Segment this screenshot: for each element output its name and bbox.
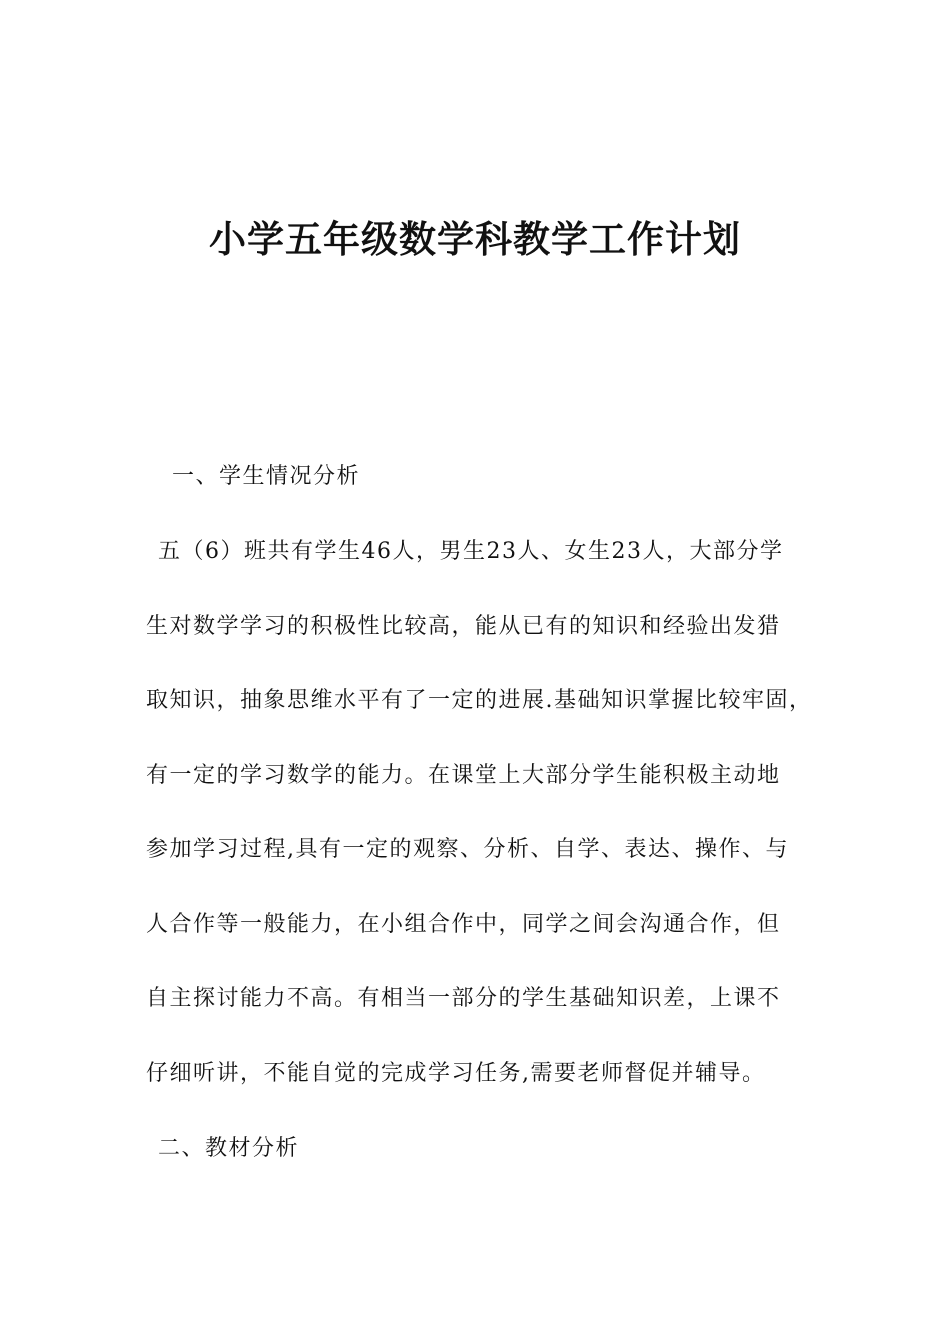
section-heading-textbook-analysis: 二、教材分析 bbox=[158, 1136, 300, 1161]
paragraph-line: 取知识，抽象思维水平有了一定的进展.基础知识掌握比较牢固， bbox=[146, 688, 813, 713]
document-title: 小学五年级数学科教学工作计划 bbox=[209, 218, 741, 261]
paragraph-line: 生对数学学习的积极性比较高，能从已有的知识和经验出发猎 bbox=[146, 614, 781, 639]
paragraph-line: 有一定的学习数学的能力。在课堂上大部分学生能积极主动地 bbox=[146, 763, 781, 788]
paragraph-line: 仔细听讲，不能自觉的完成学习任务,需要老师督促并辅导。 bbox=[146, 1061, 766, 1086]
paragraph-line: 人合作等一般能力，在小组合作中，同学之间会沟通合作，但 bbox=[146, 912, 781, 937]
paragraph-line: 五（6）班共有学生46人，男生23人、女生23人，大部分学 bbox=[158, 539, 784, 564]
paragraph-line: 参加学习过程,具有一定的观察、分析、自学、表达、操作、与 bbox=[146, 837, 789, 862]
section-heading-student-analysis: 一、学生情况分析 bbox=[172, 464, 361, 489]
paragraph-line: 自主探讨能力不高。有相当一部分的学生基础知识差，上课不 bbox=[146, 986, 781, 1011]
